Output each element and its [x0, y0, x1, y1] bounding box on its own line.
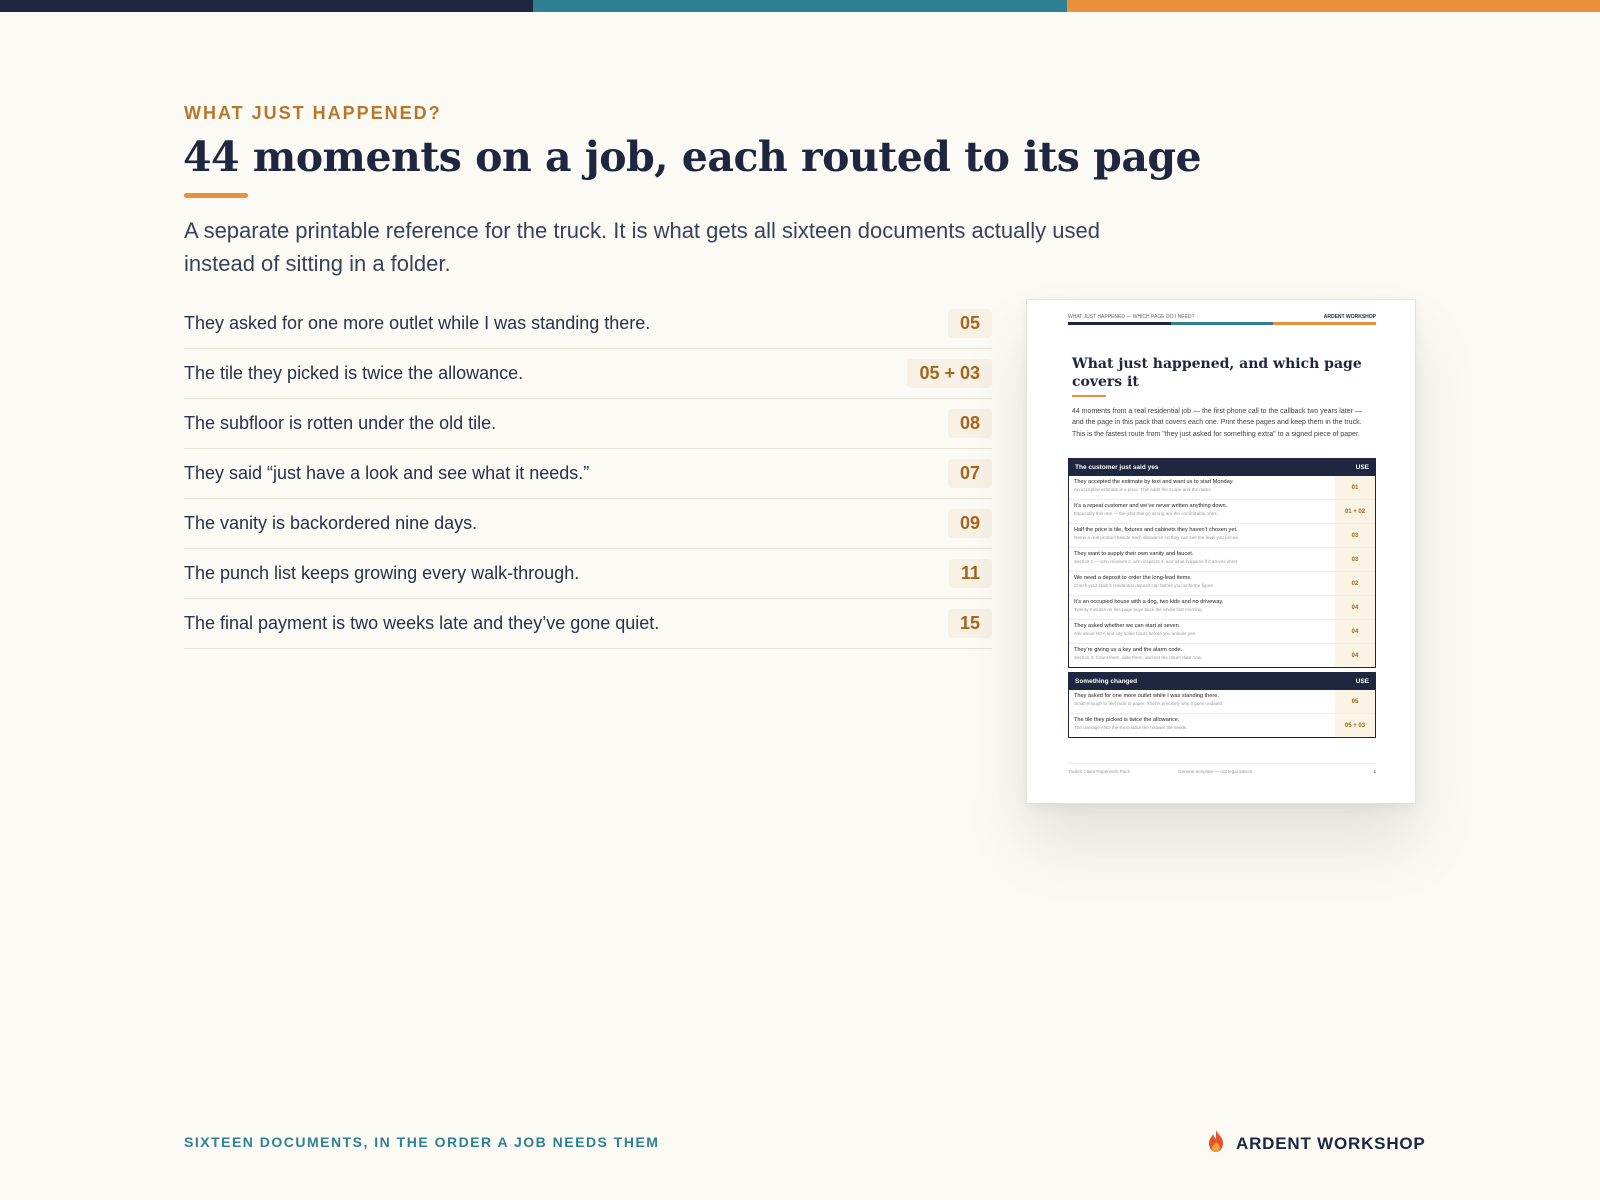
preview-row-code: 05 + 03 [1335, 714, 1375, 737]
preview-row-code: 01 [1335, 476, 1375, 499]
preview-row-code: 05 [1335, 690, 1375, 713]
moment-code: 15 [948, 609, 992, 638]
accent-orange [1067, 0, 1600, 12]
preview-row [1069, 690, 1375, 714]
preview-footer-middle: General template — not legal advice. [1178, 769, 1254, 774]
preview-row [1069, 500, 1375, 524]
preview-accent-orange [1273, 322, 1376, 325]
accent-navy [0, 0, 533, 12]
preview-row-code: 02 [1335, 572, 1375, 595]
document-preview [1026, 299, 1416, 804]
preview-row-sub: Check your state’s residential deposit cap before you write the figure. [1074, 583, 1215, 588]
preview-row-main: We need a deposit to order the long-lead items. [1074, 575, 1192, 581]
preview-footer [1068, 763, 1376, 778]
preview-row [1069, 644, 1375, 667]
preview-row-main: It’s an occupied house with a dog, two kids and no driveway. [1074, 599, 1224, 605]
moment-row [184, 299, 992, 349]
moment-row [184, 599, 992, 649]
moment-code: 07 [948, 459, 992, 488]
flame-icon [1206, 1129, 1226, 1158]
preview-row-main: It’s a repeat customer and we’ve never written anything down. [1074, 503, 1228, 509]
footer-tagline: SIXTEEN DOCUMENTS, IN THE ORDER A JOB NEEDS THEM [184, 1134, 660, 1150]
moment-row [184, 549, 992, 599]
preview-row-code: 04 [1335, 644, 1375, 667]
accent-teal [533, 0, 1066, 12]
preview-row-main: They asked for one more outlet while I was standing there. [1074, 693, 1219, 699]
preview-row [1069, 476, 1375, 500]
moment-text: They asked for one more outlet while I was standing there. [184, 313, 651, 333]
preview-row-main: They want to supply their own vanity and faucet. [1074, 551, 1194, 557]
page-title: 44 moments on a job, each routed to its page [183, 133, 1202, 181]
brand-lockup [1206, 1129, 1426, 1158]
preview-row-sub: Ask about HOA and city noise hours before you answer yes. [1074, 631, 1197, 636]
moment-code: 05 [948, 309, 992, 338]
preview-row-sub: An accepted estimate is a price. This adds the scope and the dates. [1074, 487, 1212, 492]
preview-row-code: 03 [1335, 548, 1375, 571]
moment-code: 08 [948, 409, 992, 438]
eyebrow: WHAT JUST HAPPENED? [184, 103, 442, 123]
moment-row [184, 449, 992, 499]
moment-text: The vanity is backordered nine days. [184, 513, 478, 533]
preview-section-heading: Something changed [1075, 678, 1138, 685]
preview-accent-bar [1068, 322, 1376, 325]
preview-row-sub: Section 3. Count them, date them, and set the return date now. [1074, 655, 1202, 660]
preview-row-code: 04 [1335, 620, 1375, 643]
preview-row-main: The tile they picked is twice the allowance. [1074, 717, 1180, 723]
preview-row-code: 04 [1335, 596, 1375, 619]
moment-code: 09 [948, 509, 992, 538]
preview-row [1069, 572, 1375, 596]
preview-row-code: 01 + 02 [1335, 500, 1375, 523]
preview-row [1069, 714, 1375, 737]
preview-running-title: WHAT JUST HAPPENED — WHICH PAGE DO I NEED? [1068, 314, 1195, 320]
moment-text: The punch list keeps growing every walk-through. [184, 563, 580, 583]
preview-title-underline [1072, 395, 1106, 397]
top-accent-bar [0, 0, 1600, 12]
preview-use-label: USE [1355, 678, 1369, 685]
preview-row-sub: Small enough to feel rude to paper. That is precisely why it goes undated. [1074, 701, 1224, 706]
preview-section-heading: The customer just said yes [1075, 464, 1159, 471]
preview-row-sub: The overage AND the extra labor the heavier tile needs. [1074, 725, 1188, 730]
preview-row-sub: Section 2 — who receives it, who inspects it, and what happens if it arrives short. [1074, 559, 1239, 564]
moment-code: 11 [949, 559, 992, 588]
moment-code: 05 + 03 [907, 359, 992, 388]
preview-row-main: They asked whether we can start at seven. [1074, 623, 1181, 629]
intro-paragraph: A separate printable reference for the truck. It is what gets all sixteen documents actually used instead of sitting in a folder. [184, 218, 1100, 276]
moment-text: The tile they picked is twice the allowance. [184, 363, 524, 383]
moment-row [184, 499, 992, 549]
preview-intro: 44 moments from a real residential job — the first phone call to the callback two years later — and the page in this pack that covers each one. Print these pages and keep them in the truck. This is the fastest route from "they just asked for something extra" to a signed piece of paper. [1072, 408, 1362, 438]
preview-page-number: 1 [1373, 769, 1376, 774]
preview-brand: ARDENT WORKSHOP [1323, 314, 1376, 320]
moment-row [184, 349, 992, 399]
preview-row-sub: Name a real product beside each allowance so they can see the level you priced. [1074, 535, 1239, 540]
moment-row [184, 399, 992, 449]
preview-title: What just happened, and which page covers it [1072, 356, 1362, 390]
preview-row-main: Half the price is tile, fixtures and cabinets they haven’t chosen yet. [1074, 527, 1238, 533]
moment-text: The final payment is two weeks late and they’ve gone quiet. [184, 613, 660, 633]
preview-row-code: 03 [1335, 524, 1375, 547]
preview-table-said-yes [1068, 458, 1376, 668]
preview-accent-teal [1171, 322, 1274, 325]
preview-accent-navy [1068, 322, 1171, 325]
preview-use-label: USE [1355, 464, 1369, 471]
moment-text: The subfloor is rotten under the old tile. [184, 413, 497, 433]
preview-row [1069, 620, 1375, 644]
preview-table-header [1069, 459, 1375, 476]
preview-row [1069, 524, 1375, 548]
preview-row-sub: Especially this one — the jobs that go wrong are the comfortable ones. [1074, 511, 1218, 516]
title-underline [184, 193, 248, 198]
preview-row-main: They’re giving us a key and the alarm code. [1074, 647, 1183, 653]
preview-table-header [1069, 673, 1375, 690]
preview-row [1069, 548, 1375, 572]
preview-table-something-changed [1068, 672, 1376, 738]
brand-name: ARDENT WORKSHOP [1236, 1133, 1426, 1153]
preview-row-sub: Twenty minutes on this page buys back the whole first morning. [1074, 607, 1203, 612]
moment-text: They said “just have a look and see what it needs.” [184, 463, 590, 483]
preview-footer-left: Trades Client Paperwork Pack [1068, 769, 1130, 774]
preview-row-main: They accepted the estimate by text and want us to start Monday. [1074, 479, 1234, 485]
preview-row [1069, 596, 1375, 620]
moments-list [184, 299, 992, 649]
